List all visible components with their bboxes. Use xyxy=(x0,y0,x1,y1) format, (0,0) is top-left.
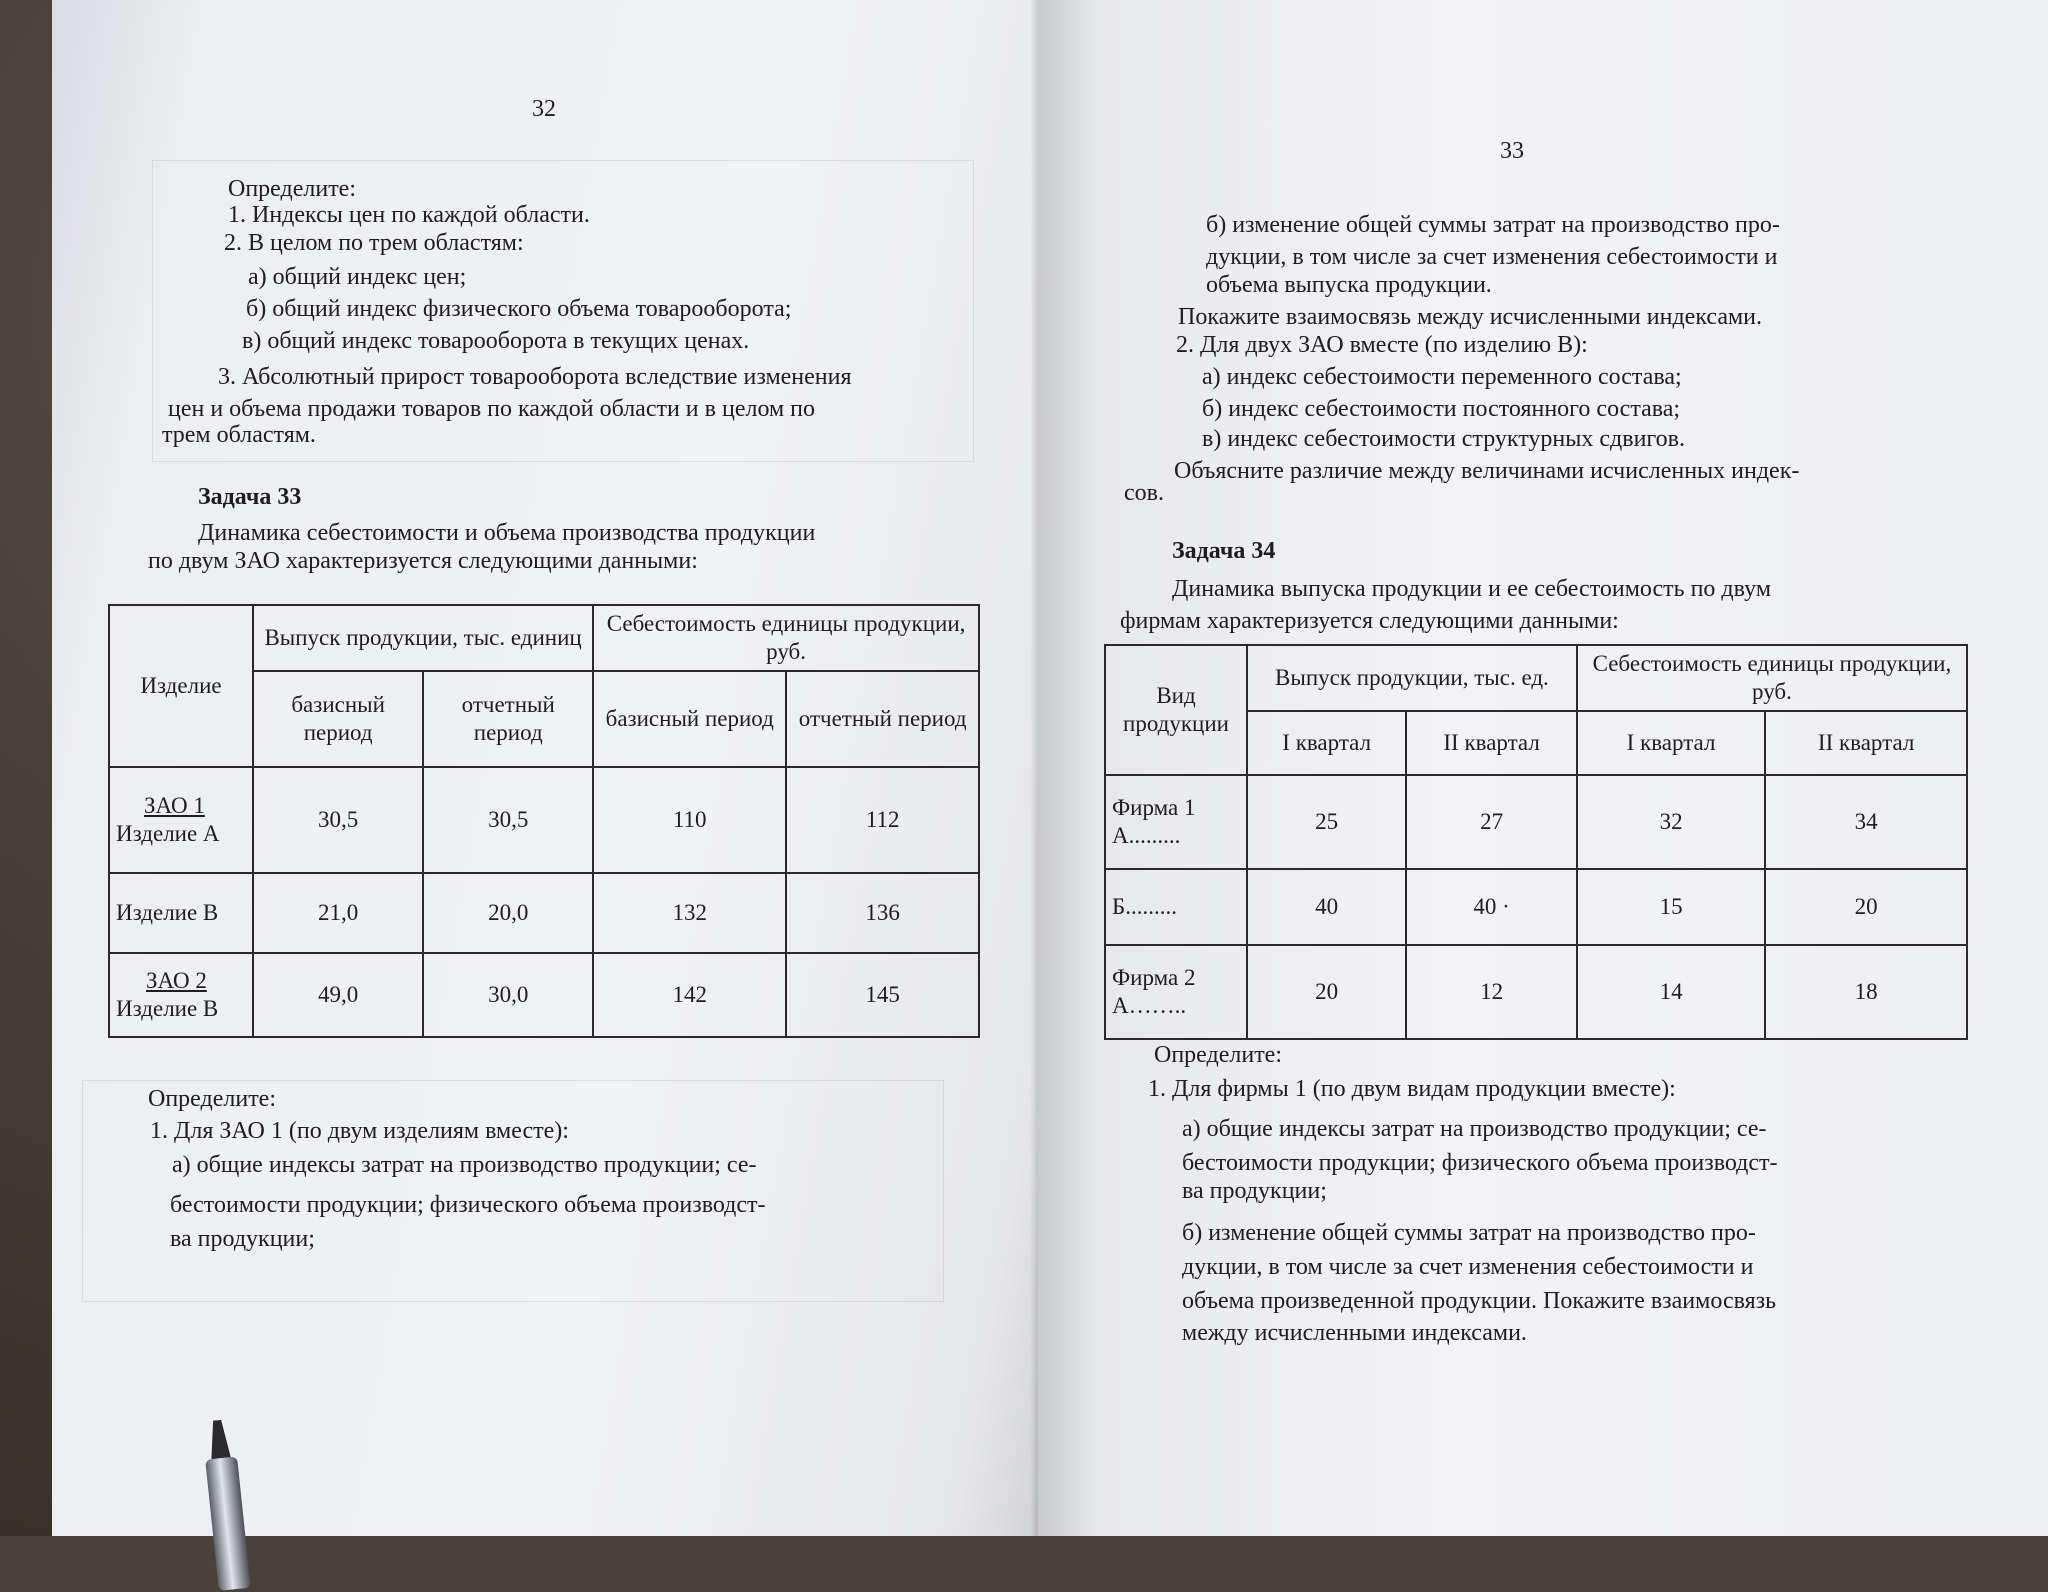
after-item: б) изменение общей суммы затрат на производство про- xyxy=(1182,1220,1756,1246)
group-label: Фирма 1 xyxy=(1112,795,1196,820)
table-row xyxy=(1105,945,1967,1039)
cell-value: 145 xyxy=(786,953,979,1037)
continued-line: сов. xyxy=(1124,480,1164,506)
continued-line: б) изменение общей суммы затрат на производство про- xyxy=(1206,212,1780,238)
header-cost: Себестоимость единицы продукции, руб. xyxy=(593,605,979,671)
cell-value: 20 xyxy=(1247,945,1406,1039)
table-row xyxy=(1105,869,1967,945)
subheader-q1: I квартал xyxy=(1247,711,1406,775)
subheader-q2: II квартал xyxy=(1406,711,1577,775)
header-product: Изделие xyxy=(109,605,253,767)
continued-line: 2. Для двух ЗАО вместе (по изделию В): xyxy=(1176,332,1588,358)
row-label xyxy=(109,873,253,953)
task-description: по двум ЗАО характеризуется следующими данными: xyxy=(148,548,698,574)
continued-line: в) индекс себестоимости структурных сдвигов. xyxy=(1202,426,1685,452)
continued-line: б) индекс себестоимости постоянного состава; xyxy=(1202,396,1681,422)
table-row xyxy=(109,953,979,1037)
task-description: Динамика себестоимости и объема производства продукции xyxy=(198,520,816,546)
subheader-report: отчетный период xyxy=(786,671,979,767)
after-item: объема произведенной продукции. Покажите взаимосвязь xyxy=(1182,1288,1777,1314)
continued-line: дукции, в том числе за счет изменения себестоимости и xyxy=(1206,244,1778,270)
intro-item: 2. В целом по трем областям: xyxy=(224,230,524,256)
group-label: Фирма 2 xyxy=(1112,965,1196,990)
after-item: 1. Для фирмы 1 (по двум видам продукции вместе): xyxy=(1148,1076,1676,1102)
subheader-q1: I квартал xyxy=(1577,711,1765,775)
header-output: Выпуск продукции, тыс. единиц xyxy=(253,605,593,671)
after-item: а) общие индексы затрат на производство продукции; се- xyxy=(1182,1116,1767,1142)
row-label xyxy=(109,767,253,873)
intro-heading: Определите: xyxy=(228,176,357,202)
cell-value: 32 xyxy=(1577,775,1765,869)
cell-value: 30,0 xyxy=(423,953,593,1037)
continued-line: Объясните различие между величинами исчисленных индек- xyxy=(1174,458,1800,484)
cell-value: 40 xyxy=(1247,869,1406,945)
intro-item: а) общий индекс цен; xyxy=(248,264,467,290)
row-label xyxy=(1105,775,1247,869)
product-label: Изделие В xyxy=(116,996,219,1021)
table-header-row xyxy=(109,605,979,671)
intro-item: 1. Индексы цен по каждой области. xyxy=(228,202,590,228)
cell-value: 12 xyxy=(1406,945,1577,1039)
cell-value: 110 xyxy=(593,767,786,873)
after-heading: Определите: xyxy=(148,1086,277,1112)
cell-value: 40 · xyxy=(1406,869,1577,945)
intro-item: в) общий индекс товарооборота в текущих ценах. xyxy=(242,328,750,354)
left-page xyxy=(52,0,1050,1536)
product-label: А…….. xyxy=(1112,993,1187,1018)
intro-item: трем областям. xyxy=(162,422,316,448)
cell-value: 34 xyxy=(1765,775,1967,869)
header-output: Выпуск продукции, тыс. ед. xyxy=(1247,645,1577,711)
task-title: Задача 33 xyxy=(198,484,302,510)
row-label xyxy=(109,953,253,1037)
page-number: 32 xyxy=(532,96,556,122)
product-label: Б......... xyxy=(1112,894,1177,919)
continued-line: а) индекс себестоимости переменного состава; xyxy=(1202,364,1682,390)
task-description: фирмам характеризуется следующими данными: xyxy=(1120,608,1619,634)
product-label: А......... xyxy=(1112,823,1181,848)
after-item: ва продукции; xyxy=(170,1226,315,1252)
cell-value: 30,5 xyxy=(423,767,593,873)
after-item: дукции, в том числе за счет изменения себестоимости и xyxy=(1182,1254,1754,1280)
intro-item: б) общий индекс физического объема товарооборота; xyxy=(246,296,792,322)
cell-value: 15 xyxy=(1577,869,1765,945)
cell-value: 30,5 xyxy=(253,767,423,873)
after-item: а) общие индексы затрат на производство продукции; се- xyxy=(172,1152,757,1178)
cell-value: 136 xyxy=(786,873,979,953)
subheader-report: отчетный период xyxy=(423,671,593,767)
subheader-q2: II квартал xyxy=(1765,711,1967,775)
row-label xyxy=(1105,869,1247,945)
after-item: 1. Для ЗАО 1 (по двум изделиям вместе): xyxy=(150,1118,569,1144)
cell-value: 18 xyxy=(1765,945,1967,1039)
row-label xyxy=(1105,945,1247,1039)
cell-value: 20 xyxy=(1765,869,1967,945)
header-cost: Себестоимость единицы продукции, руб. xyxy=(1577,645,1967,711)
subheader-base: базисный период xyxy=(593,671,786,767)
page-number: 33 xyxy=(1500,138,1524,164)
continued-line: объема выпуска продукции. xyxy=(1206,272,1492,298)
after-item: ва продукции; xyxy=(1182,1178,1327,1204)
intro-item: цен и объема продажи товаров по каждой области и в целом по xyxy=(168,396,816,422)
task-description: Динамика выпуска продукции и ее себестоимость по двум xyxy=(1172,576,1772,602)
subheader-base: базисный период xyxy=(253,671,423,767)
after-heading: Определите: xyxy=(1154,1042,1283,1068)
group-label: ЗАО 2 xyxy=(146,968,207,993)
cell-value: 112 xyxy=(786,767,979,873)
cell-value: 27 xyxy=(1406,775,1577,869)
cell-value: 21,0 xyxy=(253,873,423,953)
data-table xyxy=(108,604,980,1038)
cell-value: 14 xyxy=(1577,945,1765,1039)
continued-line: Покажите взаимосвязь между исчисленными индексами. xyxy=(1178,304,1763,330)
cell-value: 25 xyxy=(1247,775,1406,869)
product-label: Изделие А xyxy=(116,821,220,846)
after-item: бестоимости продукции; физического объема производст- xyxy=(170,1192,766,1218)
table-row xyxy=(1105,775,1967,869)
after-item: бестоимости продукции; физического объема производст- xyxy=(1182,1150,1778,1176)
task-title: Задача 34 xyxy=(1172,538,1276,564)
table-header-row xyxy=(1105,645,1967,711)
after-item: между исчисленными индексами. xyxy=(1182,1320,1527,1346)
cell-value: 49,0 xyxy=(253,953,423,1037)
cell-value: 142 xyxy=(593,953,786,1037)
cell-value: 20,0 xyxy=(423,873,593,953)
intro-item: 3. Абсолютный прирост товарооборота вследствие изменения xyxy=(218,364,852,390)
table-row xyxy=(109,873,979,953)
right-page xyxy=(1038,0,2048,1536)
header-product: Вид продукции xyxy=(1105,645,1247,775)
data-table xyxy=(1104,644,1968,1040)
cell-value: 132 xyxy=(593,873,786,953)
table-row xyxy=(109,767,979,873)
product-label: Изделие В xyxy=(116,900,219,925)
group-label: ЗАО 1 xyxy=(144,793,205,818)
